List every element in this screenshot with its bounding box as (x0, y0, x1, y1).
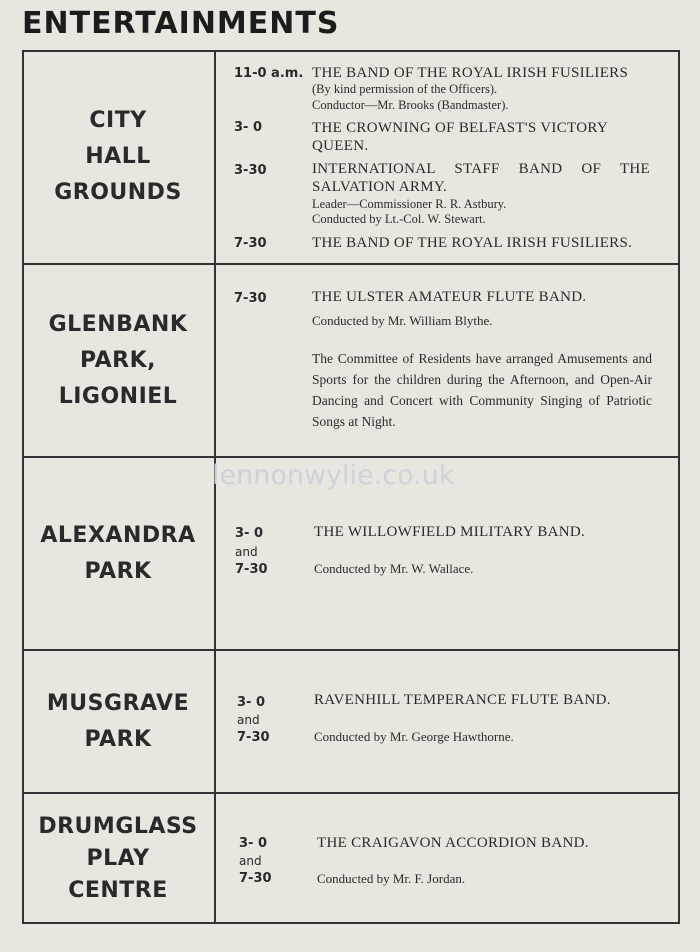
event-time: 7-30 (234, 236, 267, 251)
venue-name-line: GLENBANK (48, 311, 188, 337)
venue-row-glenbank (22, 263, 680, 456)
residents-note: The Committee of Residents have arranged Amusements and Sports for the children during the Afternoon, and Open-Air Dancing and Concert with Community Singing of Patriotic Songs at Night. (312, 351, 652, 429)
event-time: 7-30 (237, 730, 270, 745)
venue-name-line: MUSGRAVE (46, 690, 190, 716)
venue-row-city-hall (22, 50, 680, 263)
event-time: 3-30 (234, 163, 267, 178)
event-note: (By kind permission of the Officers). (312, 82, 498, 96)
event-conductor: Conducted by Mr. George Hawthorne. (314, 729, 514, 744)
event-conductor: Conducted by Mr. F. Jordan. (317, 871, 466, 886)
venue-name-line: DRUMGLASS (38, 814, 198, 839)
event-time: 3- 0 (234, 120, 263, 135)
venue-name-line: CITY (89, 107, 147, 133)
venue-name-line: CENTRE (68, 878, 168, 903)
venue-name (22, 265, 216, 456)
venue-name-line: HALL (85, 143, 151, 169)
venue-name (22, 651, 216, 792)
and-label: and (239, 854, 262, 868)
watermark-text: lennonwylie.co.uk (212, 460, 455, 491)
venue-name (22, 458, 216, 649)
event-conductor: Conducted by Lt.-Col. W. Stewart. (312, 212, 486, 226)
event-conductor: Conducted by Mr. William Blythe. (312, 313, 493, 328)
event-time: 3- 0 (237, 695, 266, 710)
venue-name (22, 794, 216, 924)
venue-row-musgrave (22, 649, 680, 792)
event-time: 7-30 (234, 291, 267, 306)
and-label: and (237, 713, 260, 727)
event-band: SALVATION ARMY. (312, 179, 448, 195)
event-band: THE CRAIGAVON ACCORDION BAND. (317, 835, 589, 851)
event-band: THE WILLOWFIELD MILITARY BAND. (314, 524, 586, 540)
venue-name-line: GROUNDS (54, 179, 182, 205)
event-time: 3- 0 (235, 526, 264, 541)
event-time: 7-30 (235, 562, 268, 577)
page-title: ENTERTAINMENTS (22, 6, 340, 41)
event-time: 11-0 a.m. (234, 66, 304, 81)
event-conductor: Conducted by Mr. W. Wallace. (314, 561, 474, 576)
venue-row-drumglass (22, 792, 680, 924)
event-band: THE BAND OF THE ROYAL IRISH FUSILIERS. (312, 235, 633, 251)
event-time: 7-30 (239, 871, 272, 886)
event-band: INTERNATIONAL STAFF BAND OF THE (312, 161, 650, 177)
venue-name (22, 50, 216, 263)
venue-name-line: PARK (84, 726, 152, 752)
event-band: RAVENHILL TEMPERANCE FLUTE BAND. (314, 692, 611, 708)
venue-name-line: PARK, (80, 347, 156, 373)
event-band: QUEEN. (312, 138, 369, 154)
event-conductor: Conductor—Mr. Brooks (Bandmaster). (312, 98, 509, 112)
venue-name-line: LIGONIEL (58, 383, 178, 409)
venue-name-line: ALEXANDRA (40, 522, 196, 548)
event-band: THE ULSTER AMATEUR FLUTE BAND. (312, 289, 587, 305)
venue-name-line: PARK (84, 558, 152, 584)
and-label: and (235, 545, 258, 559)
event-leader: Leader—Commissioner R. R. Astbury. (312, 197, 507, 211)
event-band: THE BAND OF THE ROYAL IRISH FUSILIERS (312, 65, 629, 81)
event-time: 3- 0 (239, 836, 268, 851)
event-band: THE CROWNING OF BELFAST'S VICTORY (312, 120, 608, 136)
venue-name-line: PLAY (86, 846, 150, 871)
